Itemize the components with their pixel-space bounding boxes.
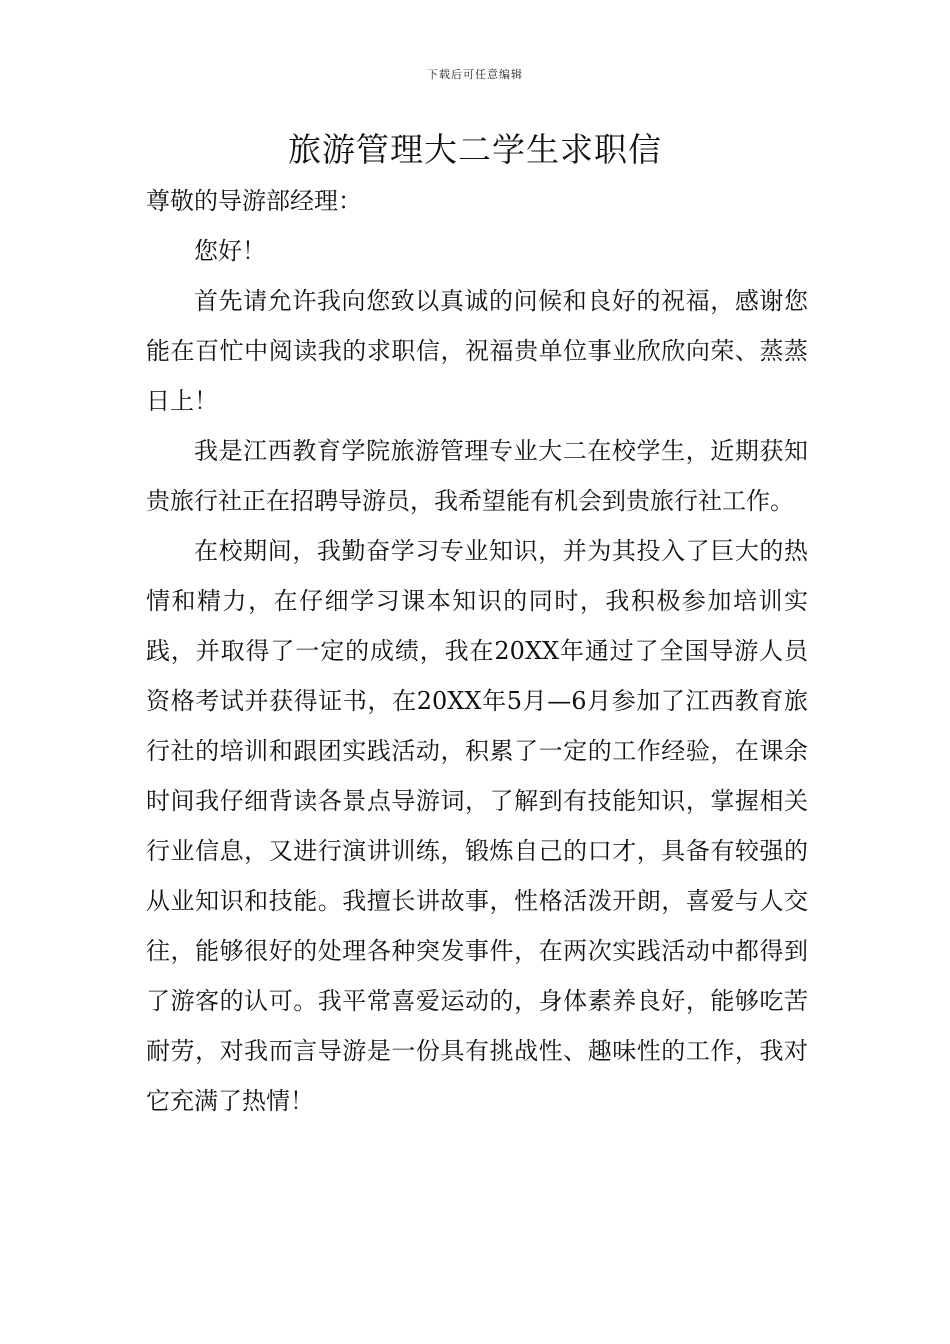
experience-paragraph: 在校期间，我勤奋学习专业知识，并为其投入了巨大的热情和精力，在仔细学习课本知识的同时，我积极参加培训实践，并取得了一定的成绩，我在20XX年通过了全国导游人员资格考试并获得证书，在20XX年5月—6月参加了江西教育旅行社的培训和跟团实践活动，积累了一定的工作经验，在课余时间我仔细背读各景点导游词，了解到有技能知识，掌握相关行业信息，又进行演讲训练，锻炼自己的口才，具备有较强的从业知识和技能。我擅长讲故事，性格活泼开朗，喜爱与人交往，能够很好的处理各种突发事件，在两次实践活动中都得到了游客的认可。我平常喜爱运动的，身体素养良好，能够吃苦耐劳，对我而言导游是一份具有挑战性、趣味性的工作，我对它充满了热情！ (146, 537, 808, 1115)
letter-body (146, 176, 808, 1126)
header-note: 下载后可任意编辑 (427, 68, 523, 81)
document-title: 旅游管理大二学生求职信 (288, 130, 662, 169)
salutation: 尊敬的导游部经理： (146, 187, 362, 215)
greeting-paragraph: 您好！ (194, 237, 266, 265)
introduction-paragraph: 我是江西教育学院旅游管理专业大二在校学生，近期获知贵旅行社正在招聘导游员，我希望能有机会到贵旅行社工作。 (146, 437, 808, 515)
opening-paragraph: 首先请允许我向您致以真诚的问候和良好的祝福，感谢您能在百忙中阅读我的求职信，祝福贵单位事业欣欣向荣、蒸蒸日上！ (146, 287, 808, 415)
